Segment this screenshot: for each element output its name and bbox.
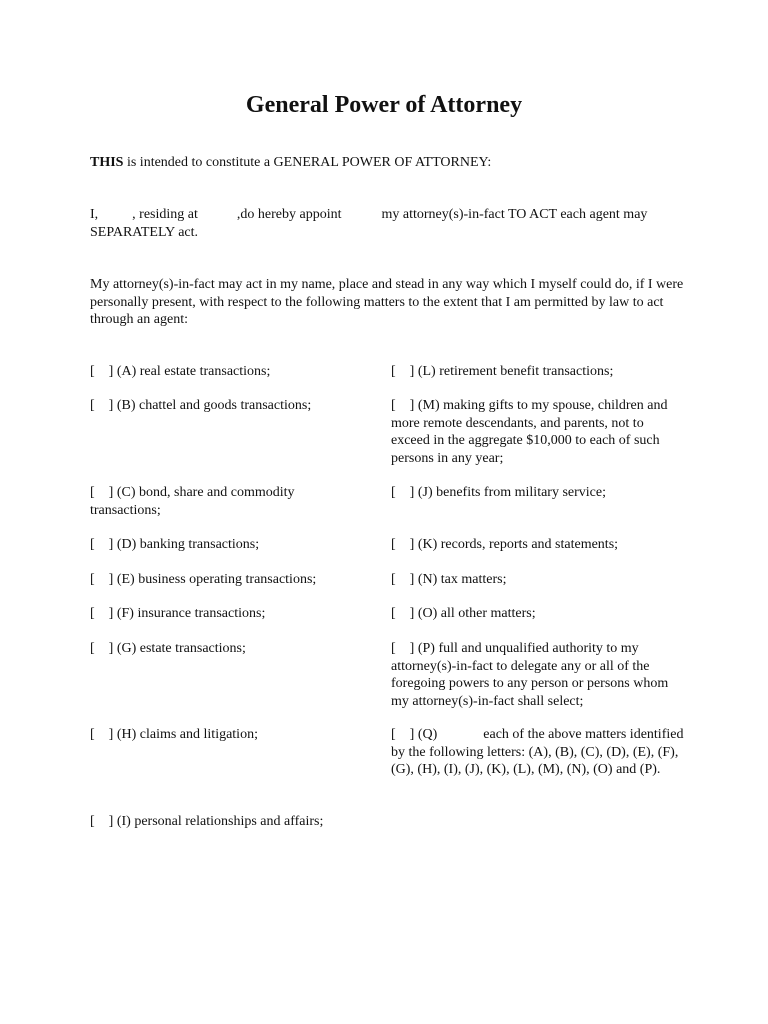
appointment-text-3: ,do hereby appoint bbox=[236, 207, 342, 222]
list-item bbox=[90, 397, 362, 415]
list-item bbox=[391, 484, 686, 502]
item-text: (A) real estate transactions; bbox=[116, 364, 271, 379]
checkbox[interactable]: [ ] bbox=[90, 641, 114, 656]
checkbox[interactable]: [ ] bbox=[90, 727, 114, 742]
checkbox[interactable]: [ ] bbox=[391, 606, 415, 621]
list-item bbox=[90, 640, 362, 658]
checkbox[interactable]: [ ] bbox=[391, 572, 415, 587]
document-title: General Power of Attorney bbox=[245, 92, 523, 118]
list-item bbox=[90, 571, 362, 589]
checkbox[interactable]: [ ] bbox=[90, 364, 114, 379]
item-text: (K) records, reports and statements; bbox=[417, 537, 619, 552]
list-item bbox=[391, 640, 686, 710]
appointment-paragraph bbox=[90, 206, 690, 241]
checkbox[interactable]: [ ] bbox=[90, 606, 114, 621]
item-text: (C) bond, share and commodity transactions; bbox=[90, 485, 295, 518]
scope-paragraph: My attorney(s)-in-fact may act in my name, place and stead in any way which I myself could do, if I were personally present, with respect to the following matters to the extent that I am permitted by law to act through an agent: bbox=[90, 277, 684, 327]
item-text: (F) insurance transactions; bbox=[116, 606, 266, 621]
appointment-text-2: , residing at bbox=[132, 207, 198, 222]
checkbox[interactable]: [ ] bbox=[90, 814, 114, 829]
list-item bbox=[391, 536, 686, 554]
intro-paragraph bbox=[90, 154, 690, 172]
list-item bbox=[391, 571, 686, 589]
checkbox[interactable]: [ ] bbox=[391, 727, 415, 742]
item-text: (G) estate transactions; bbox=[116, 641, 246, 656]
list-item bbox=[90, 484, 362, 519]
item-text: (P) full and unqualified authority to my attorney(s)-in-fact to delegate any or all of the foregoing powers to any person or persons whom my attorney(s)-in-fact shall select; bbox=[391, 641, 669, 709]
item-text: (O) all other matters; bbox=[417, 606, 536, 621]
list-item bbox=[90, 536, 362, 554]
checkbox[interactable]: [ ] bbox=[90, 572, 114, 587]
checkbox[interactable]: [ ] bbox=[90, 398, 114, 413]
intro-text: is intended to constitute a GENERAL POWER OF ATTORNEY: bbox=[123, 155, 492, 170]
item-text: each of the above matters identified by the following letters: (A), (B), (C), (D), (E), (F), (G), (H), (I), (J), (K), (L), (M), (N), (O) and (P). bbox=[391, 727, 684, 777]
list-item bbox=[90, 363, 362, 381]
checkbox[interactable]: [ ] bbox=[90, 537, 114, 552]
item-text: (B) chattel and goods transactions; bbox=[116, 398, 312, 413]
list-item bbox=[90, 605, 362, 623]
appointment-text-1: I, bbox=[90, 207, 99, 222]
checkbox[interactable]: [ ] bbox=[391, 485, 415, 500]
item-text: (D) banking transactions; bbox=[116, 537, 260, 552]
list-item bbox=[391, 726, 686, 779]
item-text: (M) making gifts to my spouse, children and more remote descendants, and parents, not to exceed in the aggregate $10,000 to each of such persons in any year; bbox=[391, 398, 668, 466]
appointment-text-4: my attorney(s)-in-fact TO ACT each agent may SEPARATELY act. bbox=[90, 207, 648, 240]
list-item bbox=[90, 813, 362, 831]
item-text: (L) retirement benefit transactions; bbox=[417, 364, 614, 379]
item-text: (E) business operating transactions; bbox=[116, 572, 317, 587]
checkbox[interactable]: [ ] bbox=[391, 537, 415, 552]
item-text: (I) personal relationships and affairs; bbox=[116, 814, 324, 829]
list-item bbox=[391, 363, 686, 381]
list-item bbox=[391, 397, 686, 467]
checkbox[interactable]: [ ] bbox=[391, 364, 415, 379]
item-text: (N) tax matters; bbox=[417, 572, 507, 587]
intro-lead: THIS bbox=[90, 155, 124, 170]
checkbox[interactable]: [ ] bbox=[90, 485, 114, 500]
checkbox[interactable]: [ ] bbox=[391, 398, 415, 413]
item-text: (H) claims and litigation; bbox=[116, 727, 258, 742]
list-item bbox=[391, 605, 686, 623]
list-item bbox=[90, 726, 362, 744]
checkbox[interactable]: [ ] bbox=[391, 641, 415, 656]
item-text: (J) benefits from military service; bbox=[417, 485, 606, 500]
item-label: (Q) bbox=[417, 727, 438, 742]
